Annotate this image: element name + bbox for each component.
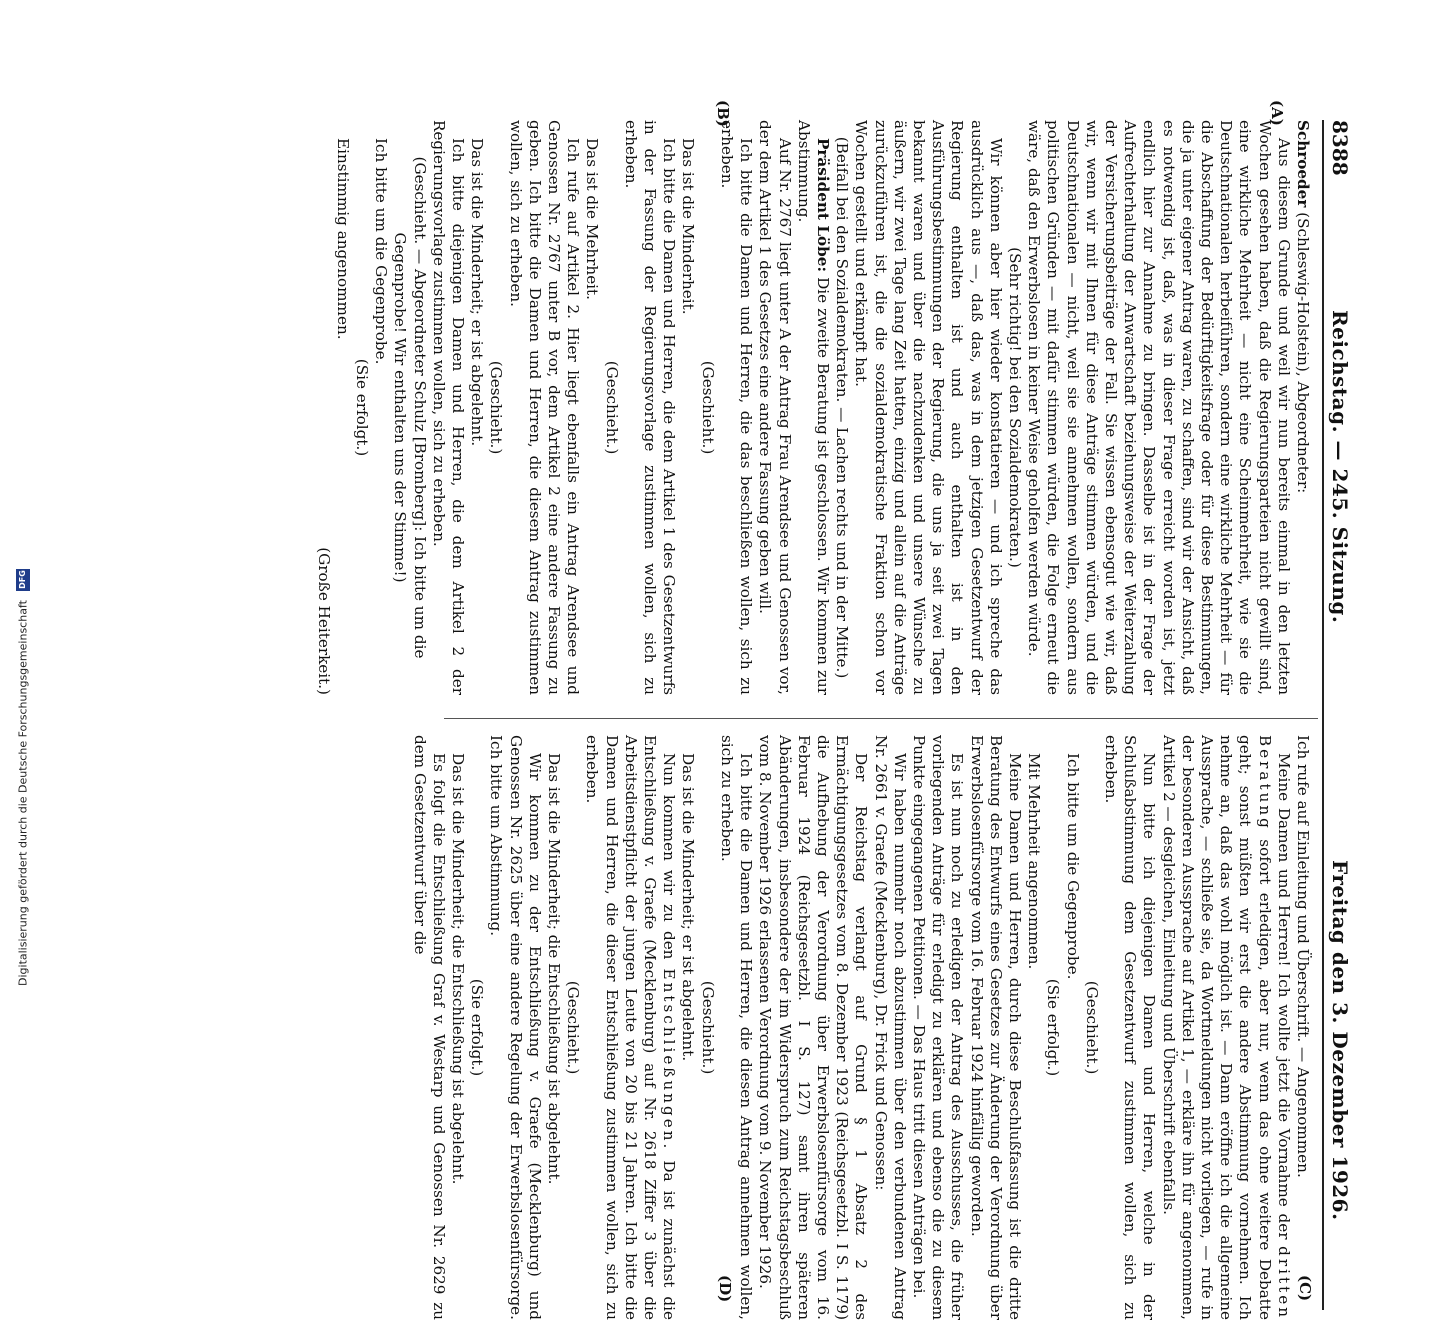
interjection: (Sie erfolgt.): [468, 978, 487, 1077]
paragraph: [582, 735, 678, 1320]
paragraph-text: Die zweite Beratung ist geschlossen. Wir kommen zur Abstimmung.: [794, 120, 832, 695]
column-divider: [444, 718, 1318, 719]
spaced-text: dritten Beratung: [1255, 735, 1293, 1320]
paragraph: [1158, 735, 1292, 1320]
paragraph: Ich bitte die Damen und Herren, die das beschließen wollen, sich zu erheben.: [717, 120, 756, 695]
paragraph: Mit Mehrheit angenommen.: [1025, 753, 1044, 970]
paragraph: [794, 120, 832, 695]
paragraph-text: Meine Damen und Herren! Ich wollte jetzt die Vornahme der: [1274, 753, 1293, 1240]
paragraph: Das ist die Minderheit.: [679, 138, 698, 315]
paragraph: [1293, 120, 1312, 695]
paragraph: Meine Damen und Herren, durch diese Beschlußfassung ist die dritte Beratung des Entwurfs eines Gesetzes zur Änderung der Verordnung über Erwerbslosenfürsorge vom 16. Februar 1924 hinfällig geworden.: [967, 735, 1024, 1320]
paragraph: Wir können aber hier wieder konstatieren — und ich spreche das ausdrücklich aus —, daß das, was in dem jetzigen Gesetzentwurf der Regierung enthalten ist und auch enthalten ist in den Ausführungsbestimmungen der Regierung, die uns ja seit zwei Tagen bekannt waren und über die nachzudenken und unsere Wünsche zu äußern, wir zwei Tage lang Zeit hatten, einzig und allein auf die Anträge zurückzuführen ist, die die sozialdemokratische Fraktion schon vor Wochen gestellt und erkämpft hat.: [852, 120, 1005, 695]
interjection: (Sehr richtig! bei den Sozialdemokraten.): [1005, 247, 1024, 568]
paragraph: Ich rufe auf Artikel 2. Hier liegt ebenfalls ein Antrag Arendsee und Genossen Nr. 2767 unter B vor, dem Artikel 2 eine andere Fassung zu geben. Ich bitte die Damen und Herren, die diesem Antrag zustimmen wollen, sich zu erheben.: [506, 120, 583, 695]
paragraph: Das ist die Minderheit; er ist abgelehnt.: [679, 753, 698, 1062]
paragraph: Das ist die Minderheit; er ist abgelehnt.: [468, 138, 487, 447]
margin-marker-a: (A): [1268, 100, 1286, 126]
interjection: (Geschieht.): [1082, 980, 1101, 1075]
interjection: (Geschieht.): [698, 360, 717, 455]
paragraph: Das ist die Mehrheit.: [583, 138, 602, 300]
margin-marker-c: (C): [1296, 1275, 1314, 1302]
paragraph: Es folgt die Entschließung Graf v. Westarp und Genossen Nr. 2629 zu dem Gesetzentwurf über die: [410, 735, 448, 1320]
margin-marker-b: (B): [714, 100, 732, 127]
interjection: (Große Heiterkeit.): [314, 547, 333, 695]
paragraph: Das ist die Minderheit; die Entschließung ist abgelehnt.: [449, 753, 468, 1185]
interjection: (Geschieht.): [487, 360, 506, 455]
paragraph-text: Nun kommen wir zu den: [660, 753, 679, 960]
paragraph-text: sofort erledigen, aber nur, wenn das ohne weitere Debatte geht; sonst müßten wir erst die andere Abstimmung vornehmen. Ich nehme an, daß das wohl möglich ist. — Dann eröffne ich die allgemeine Aussprache, — schließe sie, da Wortmeldungen nicht vorliegen, — rufe in der besonderen Aussprache auf Artikel 1, — erkläre ihn für angenommen, Artikel 2 — desgleichen, Einleitung und Überschrift ebenfalls.: [1159, 735, 1274, 1320]
paragraph: Wir kommen zu der Entschließung v. Graefe (Mecklenburg) und Genossen Nr. 2625 über eine andere Regelung der Erwerbslosenfürsorge. Ich bitte um Abstimmung.: [487, 735, 544, 1320]
spaced-text: Entschließungen.: [660, 968, 679, 1152]
paragraph: Ich rufe auf Einleitung und Überschrift. — Angenommen.: [1294, 735, 1312, 1178]
header-date: Freitag den 3. Dezember 1926.: [1328, 860, 1352, 1221]
speaker-name: Präsident Löbe:: [813, 138, 832, 273]
page-header: [1326, 120, 1352, 1290]
footer-text: Digitalisierung gefördert durch die Deutsche Forschungsgemeinschaft: [16, 600, 30, 986]
paragraph: Nun bitte ich diejenigen Damen und Herren, welche in der Schlußabstimmung dem Gesetzentwurf zustimmen wollen, sich zu erheben.: [1101, 735, 1159, 1320]
paragraph: Ich bitte um die Gegenprobe.: [372, 138, 391, 365]
paragraph-text: Da ist zunächst die Entschließung v. Graefe (Mecklenburg) auf Nr. 2618 Ziffer 3 über die Arbeitsdienstpflicht der jungen Leute von 20 bis 21 Jahren. Ich bitte die Damen und Herren, die dieser Entschließung zustimmen wollen, sich zu erheben.: [583, 735, 679, 1320]
paragraph: Einstimmig angenommen.: [333, 138, 352, 340]
paragraph: Ich bitte die Damen und Herren, die dem Artikel 1 des Gesetzentwurfs in der Fassung der Regierungsvorlage zustimmen wollen, sich zu erheben.: [621, 120, 679, 695]
interjection: (Sie erfolgt.): [1044, 978, 1063, 1077]
paragraph: Auf Nr. 2767 liegt unter A der Antrag Frau Arendsee und Genossen vor, der dem Artikel 1 des Gesetzes eine andere Fassung geben will.: [756, 120, 794, 695]
dfg-logo-icon: DFG: [16, 569, 30, 591]
speaker-note: (Schleswig-Holstein), Abgeordneter:: [1294, 212, 1312, 494]
paragraph: Aus diesem Grunde und weil wir nun bereits einmal in den letzten Wochen gesehen haben, daß die Regierungsparteien nicht gewillt sind, eine wirkliche Mehrheit — nicht eine Scheinmehrheit, wie sie die Deutschnationalen herbeiführen, sondern eine wirkliche Mehrheit — für die Abschaffung der Bedürftigkeitsfrage oder für diese Bestimmungen, die ja unter eigener Antrag waren, zu schaffen, sind wir der Ansicht, daß es notwendig ist, daß, was in dieser Frage erreicht worden ist, jetzt endlich hier zur Annahme zu bringen. Dasselbe ist in der Frage der Aufrechterhaltung der Anwartschaft beziehungsweise der Weiterzahlung der Versicherungsbeiträge der Fall. Sie wissen ebensogut wie wir, daß wir, wenn wir mit Ihnen für diese Anträge stimmen würden, und die Deutschnationalen — nicht, weil sie sie annehmen wollen, sondern aus politischen Gründen — mit dafür stimmen würden, die Folge erneut die wäre, daß den Erwerbslosen in keiner Weise geholfen werden würde.: [1025, 120, 1293, 695]
paragraph: Es ist nun noch zu erledigen der Antrag des Ausschusses, die früher vorliegenden Anträge für erledigt zu erklären und ebenso die zu diesem Punkte eingegangenen Petitionen. — Das Haus tritt diesen Anträgen bei.: [909, 735, 967, 1320]
digitization-footer: [16, 0, 30, 986]
interjection: (Geschieht.): [564, 980, 583, 1075]
interjection: (Geschieht.): [698, 980, 717, 1075]
interjection: (Beifall bei den Sozialdemokraten. — Lachen rechts und in der Mitte.): [833, 136, 852, 679]
interjection: (Geschieht.): [602, 360, 621, 455]
left-column: [313, 120, 1312, 695]
page-number: 8388: [1328, 120, 1352, 176]
speaker-name: Schroeder: [1294, 120, 1312, 208]
interjection: (Geschieht. — Abgeordneter Schulz [Bromberg]: Ich bitte um die Gegenprobe! Wir enthalten uns der Stimme!): [391, 156, 429, 659]
paragraph: Ich bitte die Damen und Herren, die diesen Antrag annehmen wollen, sich zu erheben.: [717, 735, 756, 1320]
paragraph: Ich bitte diejenigen Damen und Herren, die dem Artikel 2 der Regierungsvorlage zustimmen wollen, sich zu erheben.: [429, 120, 468, 695]
margin-marker-d: (D): [716, 1275, 734, 1303]
paragraph: Ich bitte um die Gegenprobe.: [1063, 753, 1082, 980]
paragraph: Das ist die Minderheit; die Entschließung ist abgelehnt.: [545, 753, 564, 1185]
paragraph: Wir haben nunmehr noch abzustimmen über den verbundenen Antrag Nr. 2661 v. Graefe (Mecklenburg), Dr. Frick und Genossen:: [871, 735, 909, 1320]
interjection: (Sie erfolgt.): [353, 358, 372, 457]
header-title: Reichstag. — 245. Sitzung.: [1328, 310, 1352, 624]
paragraph: Der Reichstag verlangt auf Grund § 1 Absatz 2 des Ermächtigungsgesetzes vom 8. Dezember 1923 (Reichsgesetzbl. I S. 1179) die Aufhebung der Verordnung über Erwerbslosenfürsorge vom 16. Februar 1924 (Reichsgesetzbl. I S. 127) samt ihren späteren Abänderungen, insbesondere der im Widerspruch zum Reichstagsbeschluß vom 8. November 1926 erlassenen Verordnung vom 9. November 1926.: [756, 735, 871, 1320]
header-rule: [1322, 120, 1324, 1310]
right-column: [409, 735, 1312, 1320]
